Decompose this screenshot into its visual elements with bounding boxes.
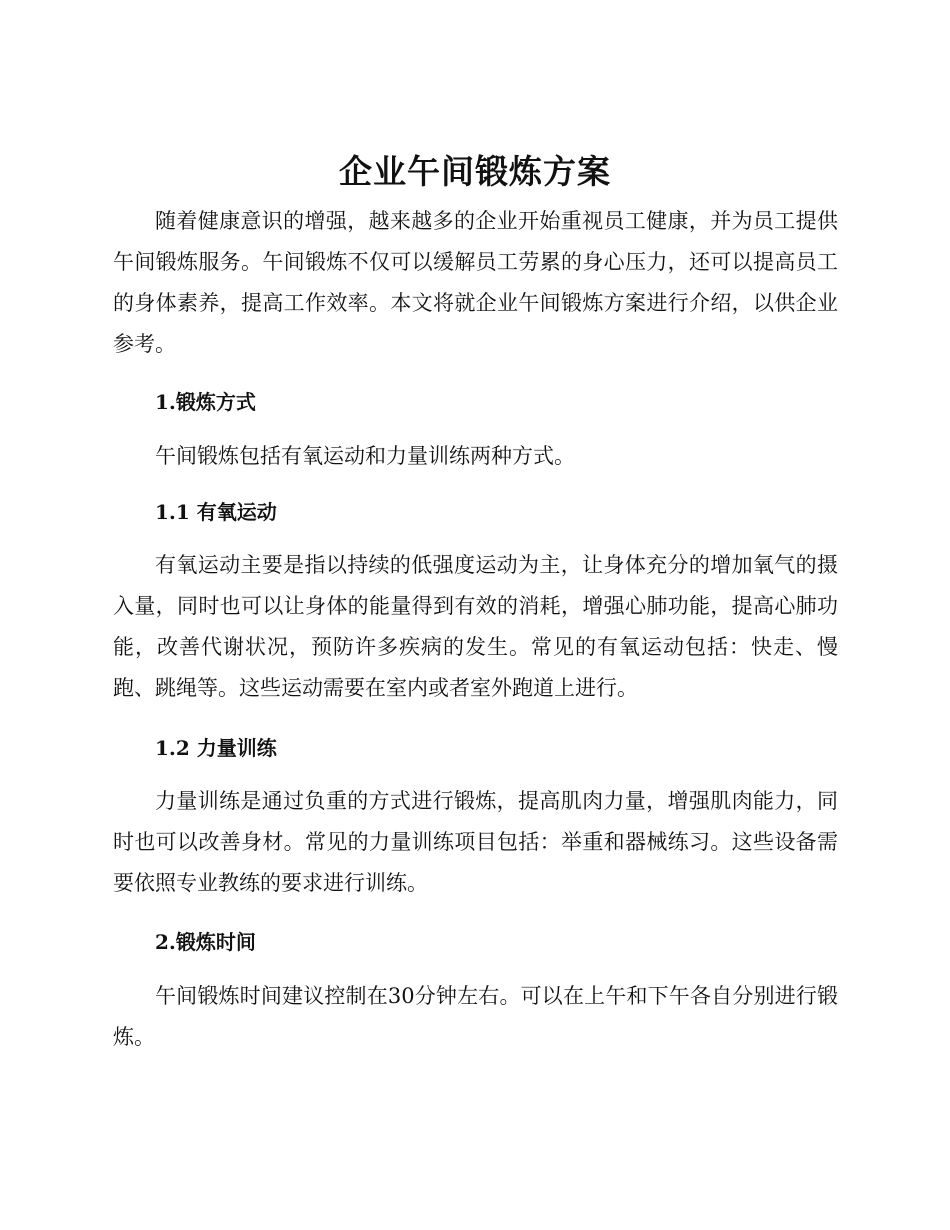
section-heading-aerobic: 1.1 有氧运动	[155, 500, 277, 524]
section-heading-exercise-time: 2.锻炼时间	[155, 930, 256, 954]
section-paragraph-strength: 力量训练是通过负重的方式进行锻炼，提高肌肉力量，增强肌肉能力，同时也可以改善身材。常见的力量训练项目包括：举重和器械练习。这些设备需要依照专业教练的要求进行训练。	[113, 789, 838, 895]
section-paragraph-aerobic: 有氧运动主要是指以持续的低强度运动为主，让身体充分的增加氧气的摄入量，同时也可以让身体的能量得到有效的消耗，增强心肺功能，提高心肺功能，改善代谢状况，预防许多疾病的发生。常见的有氧运动包括：快走、慢跑、跳绳等。这些运动需要在室内或者室外跑道上进行。	[113, 553, 838, 700]
intro-paragraph: 随着健康意识的增强，越来越多的企业开始重视员工健康，并为员工提供午间锻炼服务。午间锻炼不仅可以缓解员工劳累的身心压力，还可以提高员工的身体素养，提高工作效率。本文将就企业午间锻炼方案进行介绍，以供企业参考。	[113, 209, 838, 356]
section-heading-strength: 1.2 力量训练	[155, 736, 277, 760]
section-paragraph-exercise-methods: 午间锻炼包括有氧运动和力量训练两种方式。	[155, 444, 575, 468]
section-paragraph-exercise-time: 午间锻炼时间建议控制在30分钟左右。可以在上午和下午各自分别进行锻炼。	[113, 984, 838, 1049]
section-heading-exercise-methods: 1.锻炼方式	[155, 390, 256, 414]
document-title: 企业午间锻炼方案	[339, 152, 611, 191]
